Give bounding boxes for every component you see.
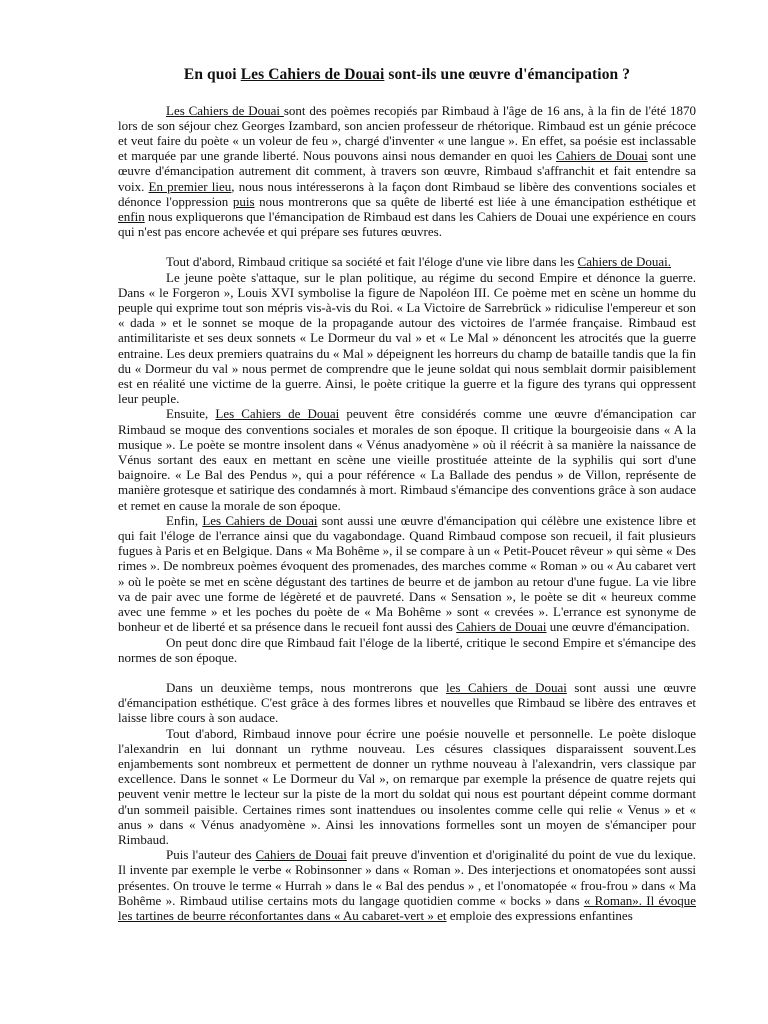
part2-lexicon-paragraph: Puis l'auteur des Cahiers de Douai fait preuve d'invention et d'originalité du point de vue du lexique. Il invente par exemple le verbe « Robinsonner » dans « Roman ». Des interjections et onomatopées sont aussi présentes. On trouve le terme « Hurrah » dans le « Bal des pendus » , et l'onomatopée « frou-frou » dans « Ma Bohême ». Rimbaud utilise certains mots du langage quotidien comme « bocks » dans « Roman». Il évoque les tartines de beurre réconfortantes dans « Au cabaret-vert » et emploie des expressions enfantines xyxy=(118,847,696,923)
part1-politics-paragraph: Le jeune poète s'attaque, sur le plan politique, au régime du second Empire et dénonce la guerre. Dans « le Forgeron », Louis XVI symbolise la figure de Napoléon III. Ce poème met en scène un homme du peuple qui exprime tout son mépris vis-à-vis du Roi. « La Victoire de Sarrebrück » ridiculise l'empereur et son « dada » et le sonnet se moque de la propagande autour des victoires de l'armée française. Rimbaud est antimilitariste et ses deux sonnets « Le Dormeur du val » et « Le Mal » dénoncent les atrocités que la guerre entraine. Les deux premiers quatrains du « Mal » dépeignent les horreurs du champ de bataille tandis que la fin du « Dormeur du val » nous permet de comprendre que le jeune soldat qui nous semblait dormir paisiblement est en réalité une victime de la guerre. Ainsi, le poète critique la guerre et la figure des tyrans qui oppressent leur peuple. xyxy=(118,269,696,407)
part2-intro-paragraph: Dans un deuxième temps, nous montrerons que les Cahiers de Douai sont aussi une œuvre d'émancipation esthétique. C'est grâce à des formes libres et nouvelles que Rimbaud se libère des entraves et laisse libre cours à son audace. xyxy=(118,679,696,726)
title-prefix: En quoi xyxy=(183,66,241,83)
part1-freedom-paragraph: Enfin, Les Cahiers de Douai sont aussi une œuvre d'émancipation qui célèbre une existence libre et qui fait l'éloge de l'errance ainsi que du vagabondage. Quand Rimbaud compose son recueil, il fait plusieurs fugues à Paris et en Belgique. Dans « Ma Bohême », il se compare à un « Petit-Poucet rêveur » qui sème « Des rimes ». De nombreux poèmes évoquent des promenades, des marches comme « Roman » ou « Au cabaret vert » où le poète se met en scène dégustant des tartines de beurre et de jambon au retour d'une fugue. La vie libre va de pair avec une forme de légèreté et de pauvreté. Dans « Sensation », le poète se dit « heureux comme avec une femme » et les poches du poète de « Ma Bohême » sont « crevées ». L'errance est synonyme de bonheur et de liberté et sa présence dans le recueil font aussi des Cahiers de Douai une œuvre d'émancipation. xyxy=(118,512,696,635)
paragraph-gap xyxy=(118,239,696,254)
part1-conclusion-paragraph: On peut donc dire que Rimbaud fait l'éloge de la liberté, critique le second Empire et s'émancipe des normes de son époque. xyxy=(118,634,696,665)
title-underlined-work: Les Cahiers de Douai xyxy=(240,66,385,83)
intro-paragraph: Les Cahiers de Douai sont des poèmes recopiés par Rimbaud à l'âge de 16 ans, à la fin de l'été 1870 lors de son séjour chez Georges Izambard, son ancien professeur de rhétorique. Rimbaud est un génie précoce et veut faire du poète « un voleur de feu », chargé d'inventer « une langue ». En effet, sa poésie est inclassable et marquée par une grande liberté. Nous pouvons ainsi nous demander en quoi les Cahiers de Douai sont une œuvre d'émancipation autrement dit comment, à travers son œuvre, Rimbaud s'affranchit et fait entendre sa voix. En premier lieu, nous nous intéresserons à la façon dont Rimbaud se libère des conventions sociales et dénonce l'oppression puis nous montrerons que sa quête de liberté est liée à une émancipation esthétique et enfin nous expliquerons que l'émancipation de Rimbaud est dans les Cahiers de Douai une expérience en cours qui n'est pas encore achevée et qui prépare ses futures œuvres. xyxy=(118,102,696,240)
paragraph-gap xyxy=(118,665,696,680)
title-suffix: sont-ils une œuvre d'émancipation ? xyxy=(384,66,631,83)
part1-morals-paragraph: Ensuite, Les Cahiers de Douai peuvent être considérés comme une œuvre d'émancipation car Rimbaud se moque des conventions sociales et morales de son époque. Il critique la bourgeoisie dans « A la musique ». Le poète se montre insolent dans « Vénus anadyomène » où il réécrit à sa manière la naissance de Vénus sortant des eaux en mettant en scène une vieille prostituée atteinte de la syphilis qui sort d'une baignoire. « Le Bal des Pendus », qui a pour référence « La Ballade des pendus » de Villon, représente de manière grotesque et satirique des condamnés à mort. Rimbaud s'émancipe des conventions grâce à son audace et remet en cause la morale de son époque. xyxy=(118,406,696,513)
document-title xyxy=(118,66,696,85)
part2-form-paragraph: Tout d'abord, Rimbaud innove pour écrire une poésie nouvelle et personnelle. Le poète disloque l'alexandrin en lui donnant un rythme nouveau. Les césures classiques disparaissent souvent.Les enjambements sont nombreux et permettent de donner un rythme nouveau à l'alexandrin, vers classique par excellence. Dans le sonnet « Le Dormeur du Val », on remarque par exemple la présence de quatre rejets qui peuvent venir mettre le lecteur sur la piste de la mort du soldat qui nous est pourtant dépeint comme dormant d'un sommeil paisible. Certaines rimes sont inattendues ou insolentes comme celle qui relie « Venus » et « anus » dans « Vénus anadyomène ». Ainsi les innovations formelles sont un moyen de s'émanciper pour Rimbaud. xyxy=(118,725,696,847)
part1-intro-paragraph: Tout d'abord, Rimbaud critique sa société et fait l'éloge d'une vie libre dans les Cahiers de Douai. xyxy=(166,254,672,270)
